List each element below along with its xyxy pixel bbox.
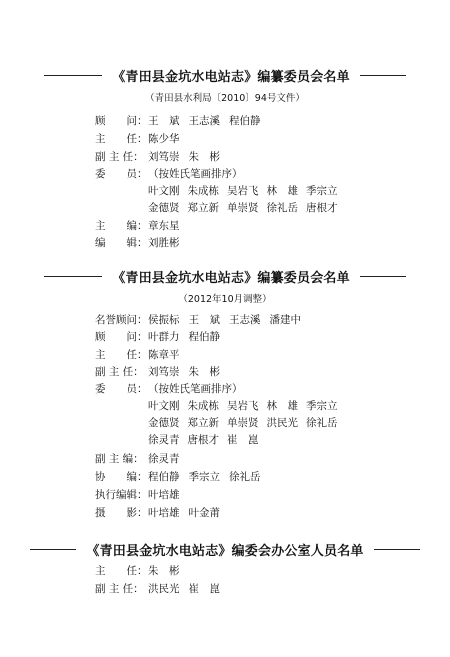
member-row [148, 432, 267, 448]
section1-heading [0, 66, 450, 84]
row-label: 主 任： [95, 133, 148, 145]
member-name: 王 斌 [188, 314, 220, 326]
member-row [95, 218, 189, 234]
member-row [95, 505, 229, 521]
member-name: 徐礼岳 [306, 417, 338, 429]
heading-rule-right [360, 75, 406, 76]
member-name: 季宗立 [188, 471, 220, 483]
member-name: 洪民光 [266, 417, 298, 429]
member-name: 季宗立 [306, 185, 338, 197]
member-row [95, 563, 189, 579]
member-name: 洪民光 [148, 583, 180, 595]
member-name: 叶文刚 [148, 400, 180, 412]
member-name: 金德贤 [148, 417, 180, 429]
row-label: 主 任： [95, 349, 148, 361]
section2-title: 《青田县金坑水电站志》编纂委员会名单 [112, 270, 350, 286]
member-name: 金德贤 [148, 202, 180, 214]
row-label: 顾 问： [95, 331, 148, 343]
row-label: 主 编： [95, 220, 148, 232]
member-name: 季宗立 [306, 400, 338, 412]
heading-rule-left [30, 549, 76, 550]
member-name: 叶文刚 [148, 185, 180, 197]
member-name: 徐灵青 [148, 453, 180, 465]
heading-rule-right [374, 549, 420, 550]
member-name: 王志溪 [229, 314, 261, 326]
member-name: 林 雄 [266, 185, 298, 197]
member-name: 林 雄 [266, 400, 298, 412]
member-name: 唐根才 [187, 434, 219, 446]
member-name: 叶金莆 [188, 507, 220, 519]
section2-subtitle: （2012年10月调整） [178, 294, 272, 305]
member-row [95, 364, 229, 380]
section3-title: 《青田县金坑水电站志》编委会办公室人员名单 [86, 543, 364, 559]
member-row [95, 113, 270, 129]
member-row [148, 415, 346, 431]
member-name: 郑立新 [187, 202, 219, 214]
row-label: 协 编： [95, 471, 148, 483]
member-name: 王 斌 [148, 115, 180, 127]
row-label: 副 主 任： [95, 151, 144, 163]
member-name: 朱 彬 [188, 366, 220, 378]
member-name: 单崇贤 [227, 417, 259, 429]
member-row [95, 451, 189, 467]
member-name: 崔 崑 [227, 434, 259, 446]
member-name: 朱 彬 [188, 151, 220, 163]
member-name: 刘胜彬 [148, 237, 180, 249]
member-row [95, 312, 310, 328]
member-name: 刘笃崇 [148, 151, 180, 163]
member-name: 吴岩飞 [227, 185, 259, 197]
member-name: 王志溪 [188, 115, 220, 127]
row-label: 委 员： [95, 383, 148, 395]
member-name: 徐灵青 [148, 434, 180, 446]
member-name: 程伯静 [188, 331, 220, 343]
member-row [95, 381, 252, 397]
member-row [95, 166, 252, 182]
member-row [95, 487, 189, 503]
member-row [95, 235, 189, 251]
member-name: 陈少华 [148, 133, 180, 145]
member-name: 朱成栋 [187, 400, 219, 412]
member-name: 唐根才 [306, 202, 338, 214]
member-name: 章东星 [148, 220, 180, 232]
sort-note: （按姓氏笔画排序） [148, 168, 243, 180]
row-label: 副 主 任： [95, 583, 144, 595]
row-label: 副 主 编： [95, 453, 144, 465]
member-row [95, 347, 189, 363]
section1-subtitle: （青田县水利局〔2010〕94号文件） [145, 93, 305, 104]
member-name: 叶培雄 [148, 489, 180, 501]
member-name: 叶培雄 [148, 507, 180, 519]
sort-note: （按姓氏笔画排序） [148, 383, 243, 395]
member-name: 单崇贤 [227, 202, 259, 214]
section3-heading [0, 540, 450, 558]
row-label: 副 主 任： [95, 366, 144, 378]
member-row [95, 149, 229, 165]
heading-rule-left [44, 276, 102, 277]
section2-heading [0, 267, 450, 285]
member-name: 崔 崑 [188, 583, 220, 595]
member-name: 吴岩飞 [227, 400, 259, 412]
member-name: 潘建中 [269, 314, 301, 326]
row-label: 名誉顾问： [95, 314, 148, 326]
member-name: 叶群力 [148, 331, 180, 343]
member-name: 侯振标 [148, 314, 180, 326]
member-row [148, 398, 346, 414]
member-name: 陈章平 [148, 349, 180, 361]
member-name: 程伯静 [229, 115, 261, 127]
member-row [95, 469, 270, 485]
row-label: 委 员： [95, 168, 148, 180]
member-row [95, 329, 229, 345]
heading-rule-right [360, 276, 406, 277]
member-row [95, 131, 189, 147]
row-label: 顾 问： [95, 115, 148, 127]
member-row [148, 200, 346, 216]
member-row [95, 581, 229, 597]
section1-title: 《青田县金坑水电站志》编纂委员会名单 [112, 69, 350, 85]
member-name: 朱 彬 [148, 565, 180, 577]
member-name: 刘笃崇 [148, 366, 180, 378]
row-label: 编 辑： [95, 237, 148, 249]
member-name: 程伯静 [148, 471, 180, 483]
row-label: 主 任： [95, 565, 148, 577]
member-name: 郑立新 [187, 417, 219, 429]
row-label: 执行编辑： [95, 489, 148, 501]
member-name: 朱成栋 [187, 185, 219, 197]
member-name: 徐礼岳 [266, 202, 298, 214]
heading-rule-left [44, 75, 102, 76]
member-name: 徐礼岳 [229, 471, 261, 483]
row-label: 摄 影： [95, 507, 148, 519]
member-row [148, 183, 346, 199]
